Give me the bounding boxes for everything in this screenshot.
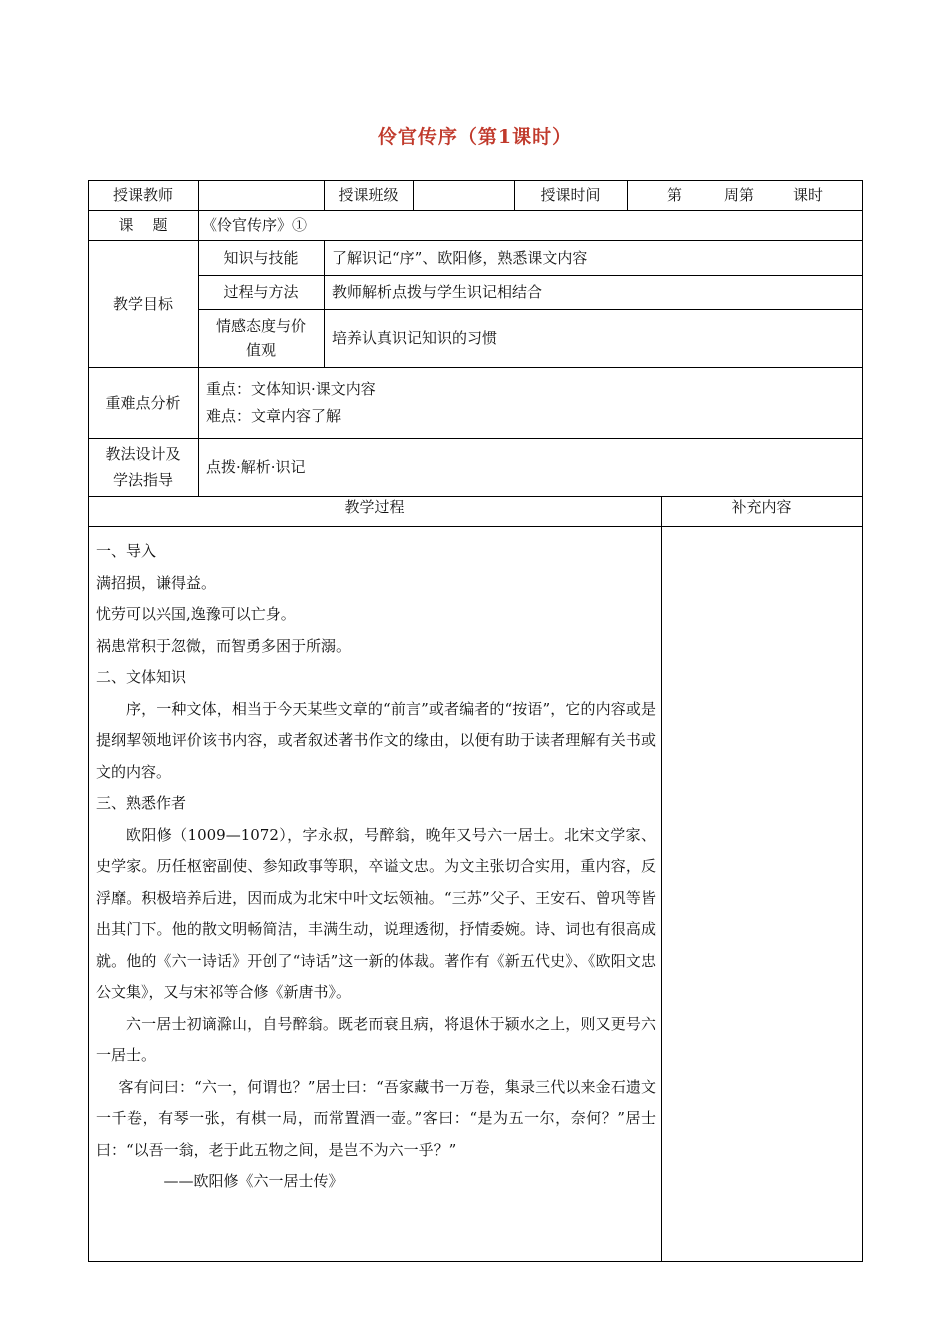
author-paragraph: 欧阳修（1009—1072），字永叔，号醉翁，晚年又号六一居士。北宋文学家、史学家。历任枢密副使、参知政事等职，卒谥文忠。为文主张切合实用，重内容，反浮靡。积极培养后进，因而成为北宋中叶文坛领袖。“三苏”父子、王安石、曾巩等皆出其门下。他的散文明畅简洁，丰满生动，说理透彻，抒情委婉。诗、词也有很高成就。他的《六一诗话》开创了“诗话”这一新的体裁。著作有《新五代史》、《欧阳文忠公文集》，又与宋祁等合修《新唐书》。 <box>96 825 656 1001</box>
quote-line: 忧劳可以兴国,逸豫可以亡身。 <box>96 605 296 623</box>
method-label <box>88 438 198 496</box>
method-label-line: 教法设计及 <box>105 445 181 463</box>
table-border-right <box>862 180 863 1262</box>
goal-knowledge-label: 知识与技能 <box>223 248 299 267</box>
time-label: 授课时间 <box>540 186 601 204</box>
class-label: 授课班级 <box>338 186 399 204</box>
keypoint-focus: 重点：文体知识·课文内容 <box>206 379 376 398</box>
teacher-label: 授课教师 <box>112 186 173 204</box>
section-heading: 一、导入 <box>96 542 157 560</box>
time-value-week-prefix: 第 <box>667 186 683 204</box>
author-paragraph: 六一居士初谪滁山，自号醉翁。既老而衰且病，将退休于颍水之上，则又更号六一居士。 <box>96 1014 656 1064</box>
table-rule <box>661 496 662 1262</box>
section-heading: 三、熟悉作者 <box>96 794 187 812</box>
goal-attitude-value: 培养认真识记知识的习惯 <box>332 329 498 347</box>
genre-paragraph: 序，一种文体，相当于今天某些文章的“前言”或者编者的“按语”，它的内容或是提纲挈领地评价该书内容，或者叙述著书作文的缘由，以便有助于读者理解有关书或文的内容。 <box>96 699 656 781</box>
method-label-line: 学法指导 <box>112 471 173 489</box>
goal-knowledge-value: 了解识记“序”、欧阳修，熟悉课文内容 <box>332 248 588 267</box>
goal-attitude-label <box>198 309 324 367</box>
keypoints-label: 重难点分析 <box>105 393 181 412</box>
teaching-process-content <box>96 536 656 1198</box>
class-value <box>413 180 514 210</box>
goal-attitude-label-line: 情感态度与价 <box>215 317 306 335</box>
time-value-period: 课时 <box>793 186 824 204</box>
method-value: 点拨·解析·识记 <box>206 458 306 476</box>
table-rule <box>88 526 863 527</box>
author-paragraph: 客有问曰：“六一，何谓也？”居士曰：“吾家藏书一万卷，集录三代以来金石遗文一千卷，有琴一张，有棋一局，而常置酒一壶。”客曰：“是为五一尔，奈何？”居士曰：“以吾一翁，老于此五物之间，是岂不为六一乎？” <box>96 1077 656 1159</box>
time-value-week-suffix: 周第 <box>724 186 755 204</box>
process-header: 教学过程 <box>344 498 405 516</box>
quote-line: 满招损，谦得益。 <box>96 573 217 592</box>
section-heading: 二、文体知识 <box>96 668 187 686</box>
keypoints-value <box>198 367 862 438</box>
table-border-bottom <box>88 1261 863 1262</box>
topic-value: 《伶官传序》① <box>202 216 308 234</box>
topic-label: 课 题 <box>118 216 168 234</box>
supplement-header: 补充内容 <box>731 498 792 516</box>
goal-process-label: 过程与方法 <box>223 283 299 301</box>
quote-source: ——欧阳修《六一居士传》 <box>163 1172 344 1190</box>
page-title: 伶官传序（第1课时） <box>377 126 573 148</box>
keypoint-difficulty: 难点：文章内容了解 <box>206 406 342 425</box>
teacher-value <box>198 180 324 210</box>
quote-line: 祸患常积于忽微，而智勇多困于所溺。 <box>96 636 352 655</box>
time-value <box>627 180 862 210</box>
goal-attitude-label-line: 值观 <box>245 341 276 359</box>
goal-process-value: 教师解析点拨与学生识记相结合 <box>332 283 543 301</box>
goals-label: 教学目标 <box>112 294 173 313</box>
